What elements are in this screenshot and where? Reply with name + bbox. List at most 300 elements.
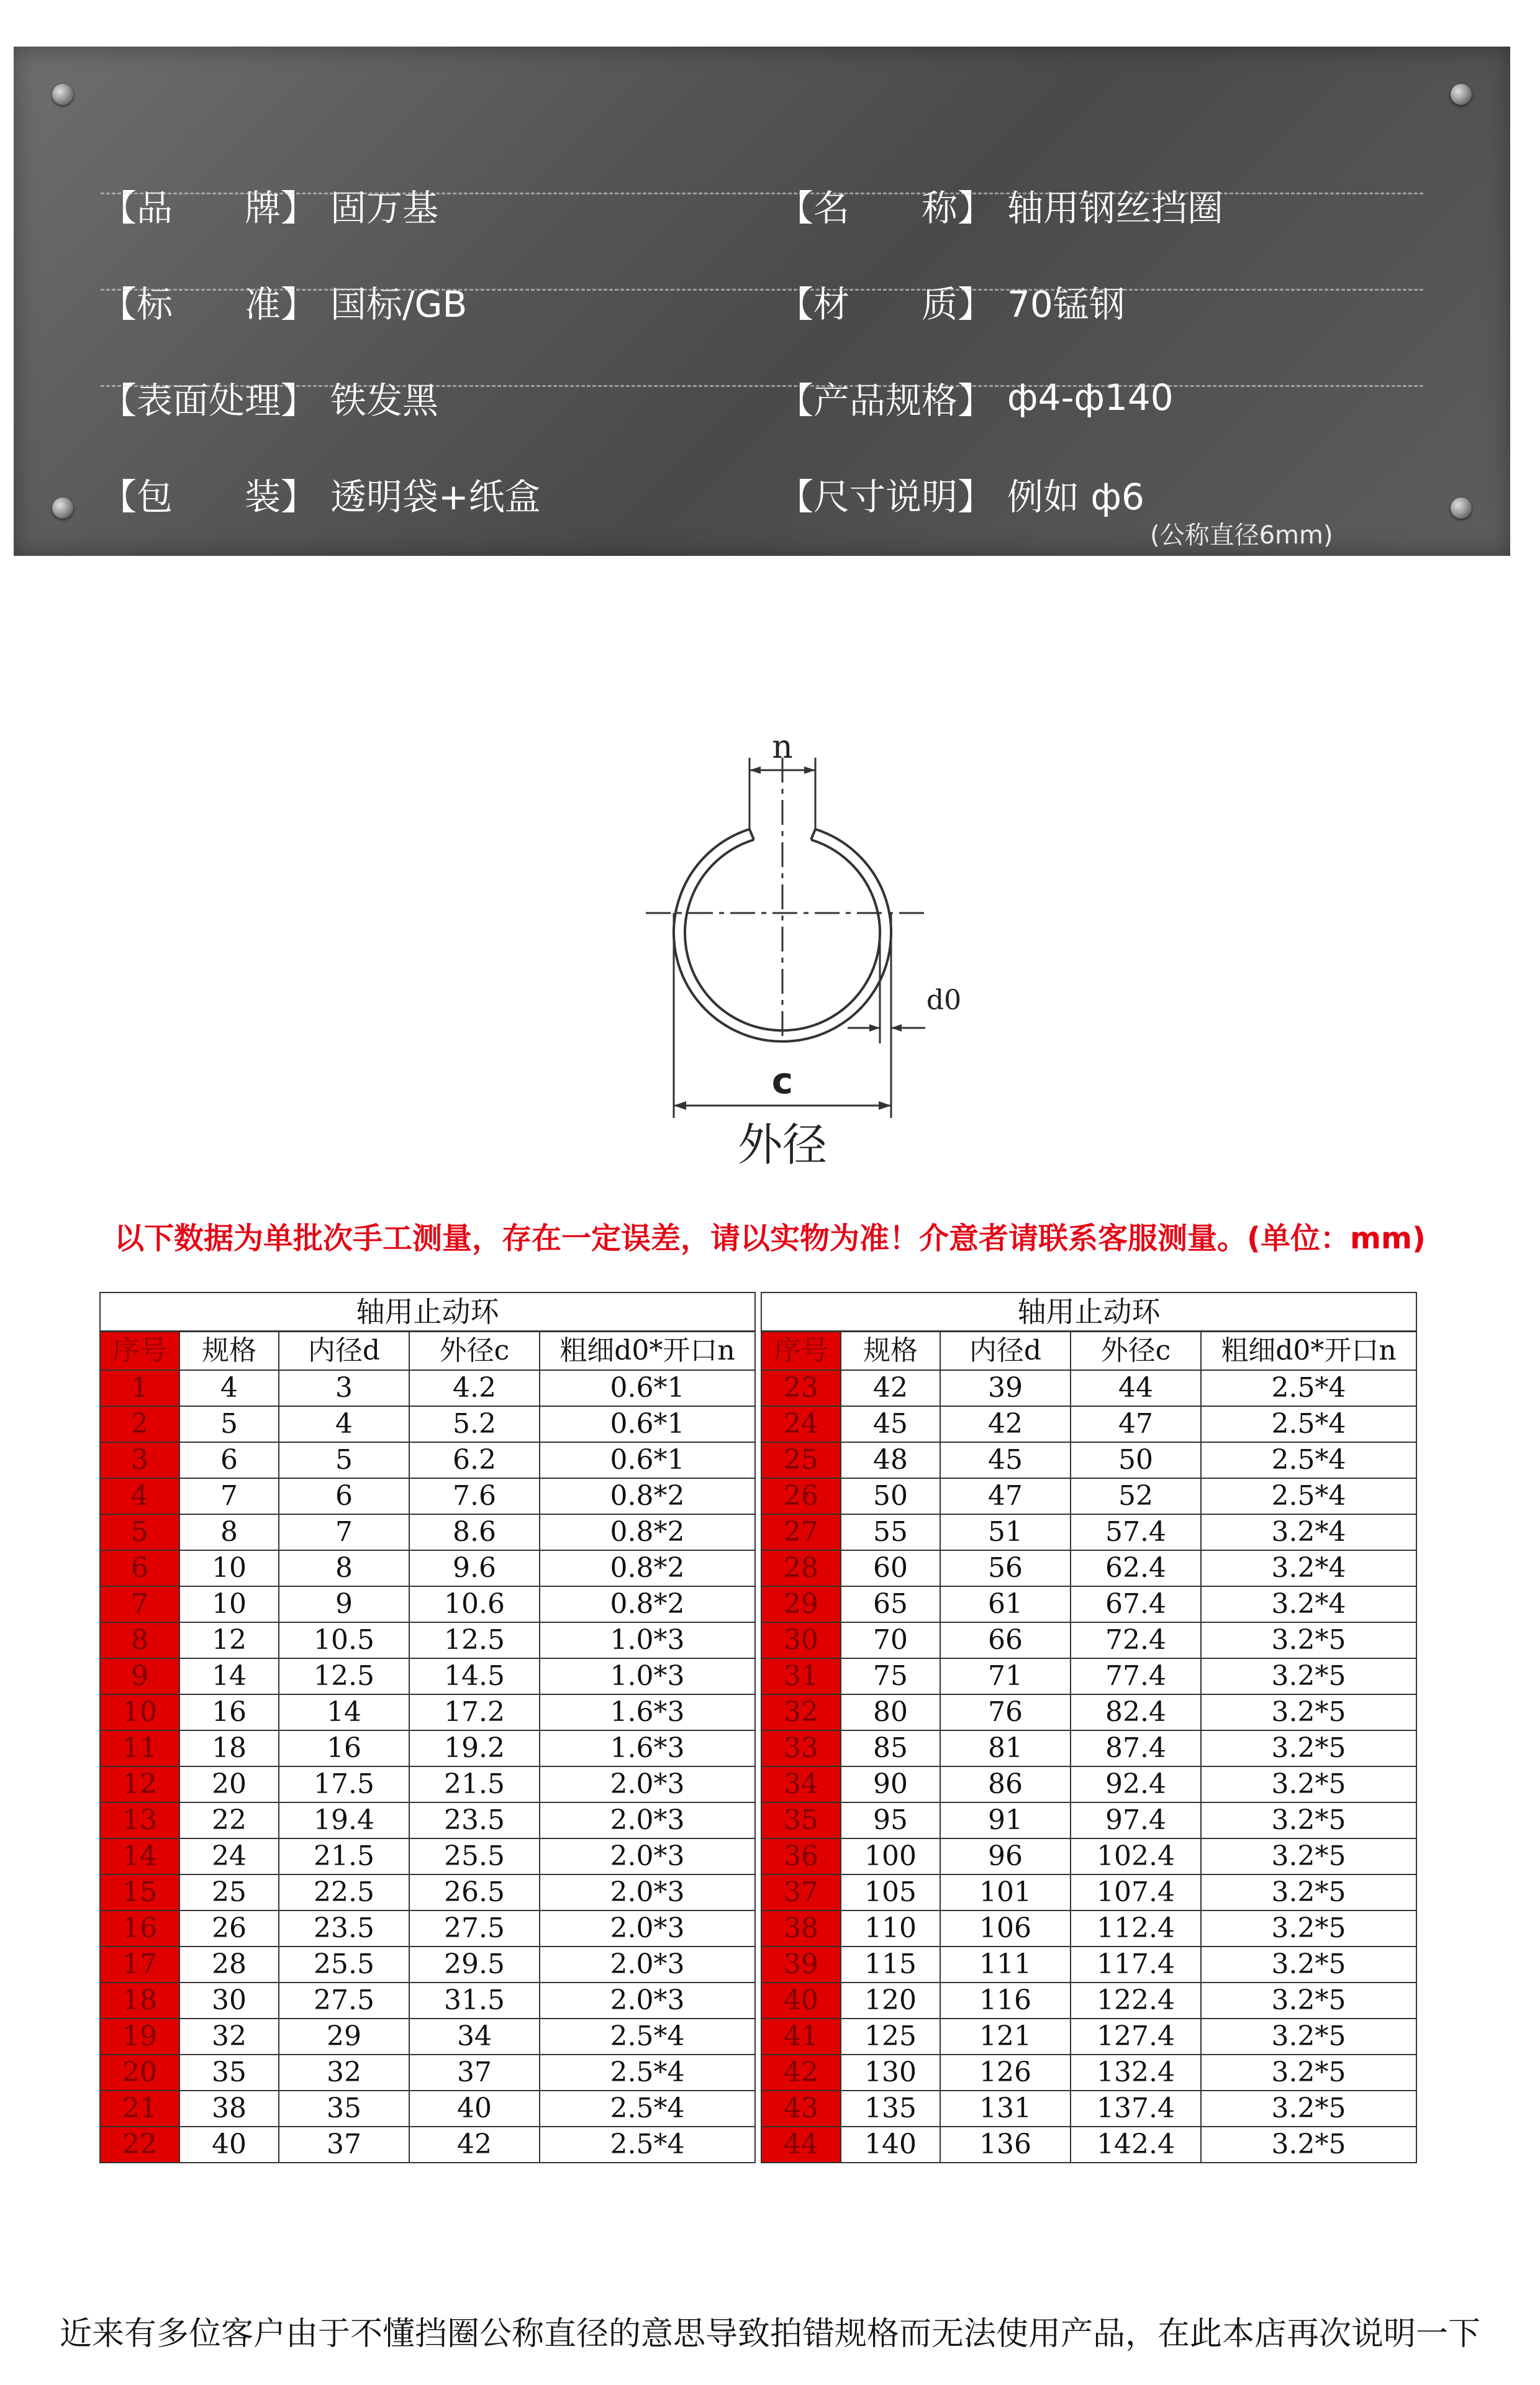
header-thickness: 粗细d0*开口n	[540, 1332, 755, 1371]
header-outer: 外径c	[409, 1332, 540, 1371]
cell-inner: 47	[940, 1478, 1071, 1514]
cell-spec: 25	[179, 1874, 279, 1910]
spec-value: ф4-ф140	[1007, 376, 1174, 419]
cell-spec: 55	[841, 1514, 940, 1550]
cell-seq: 28	[761, 1550, 841, 1586]
cell-thickness: 0.6*1	[540, 1370, 755, 1406]
cell-spec: 135	[841, 2091, 940, 2127]
cell-spec: 45	[841, 1406, 940, 1442]
cell-thickness: 3.2*5	[1201, 2127, 1416, 2163]
cell-thickness: 3.2*5	[1201, 1947, 1416, 1983]
cell-seq: 9	[100, 1658, 179, 1694]
cell-spec: 65	[841, 1586, 940, 1622]
cell-thickness: 3.2*5	[1201, 1838, 1416, 1874]
cell-thickness: 3.2*5	[1201, 1983, 1416, 2019]
info-row-3	[14, 351, 1510, 444]
cell-outer: 102.4	[1071, 1838, 1201, 1874]
info-label: 【材 质】	[777, 283, 994, 325]
cell-seq: 5	[100, 1514, 179, 1550]
cell-seq: 16	[100, 1910, 179, 1947]
cell-seq: 19	[100, 2019, 179, 2055]
cell-seq: 25	[761, 1442, 841, 1478]
cell-outer: 142.4	[1071, 2127, 1201, 2163]
cell-outer: 87.4	[1071, 1730, 1201, 1766]
cell-inner: 61	[940, 1586, 1071, 1622]
cell-spec: 20	[179, 1766, 279, 1802]
package-value: 透明袋+纸盒	[330, 476, 541, 518]
cell-thickness: 3.2*5	[1201, 1694, 1416, 1730]
cell-inner: 56	[940, 1550, 1071, 1586]
spec-table-left	[99, 1292, 756, 2163]
cell-thickness: 0.8*2	[540, 1586, 755, 1622]
cell-seq: 37	[761, 1874, 841, 1910]
cell-thickness: 3.2*5	[1201, 1730, 1416, 1766]
cell-outer: 137.4	[1071, 2091, 1201, 2127]
cell-spec: 50	[841, 1478, 940, 1514]
table-row	[761, 1910, 1416, 1947]
cell-spec: 70	[841, 1622, 940, 1658]
cell-thickness: 2.5*4	[540, 2091, 755, 2127]
cell-thickness: 2.0*3	[540, 1802, 755, 1838]
surface-value: 铁发黑	[330, 379, 439, 422]
cell-outer: 122.4	[1071, 1983, 1201, 2019]
size-note: (公称直径6mm)	[1150, 521, 1333, 550]
cell-outer: 62.4	[1071, 1550, 1201, 1586]
cell-outer: 40	[409, 2091, 540, 2127]
cell-seq: 21	[100, 2091, 179, 2127]
cell-seq: 6	[100, 1550, 179, 1586]
cell-inner: 8	[279, 1550, 409, 1586]
cell-seq: 14	[100, 1838, 179, 1874]
info-label: 【产品规格】	[777, 379, 994, 422]
cell-outer: 17.2	[409, 1694, 540, 1730]
cell-outer: 92.4	[1071, 1766, 1201, 1802]
cell-seq: 15	[100, 1874, 179, 1910]
table-row	[761, 2091, 1416, 2127]
table-row	[100, 1802, 755, 1838]
table-row	[761, 1478, 1416, 1514]
header-thickness: 粗细d0*开口n	[1201, 1332, 1416, 1371]
table-row	[100, 1874, 755, 1910]
table-header	[100, 1332, 755, 1371]
cell-inner: 37	[279, 2127, 409, 2163]
table-row	[100, 1550, 755, 1586]
cell-inner: 19.4	[279, 1802, 409, 1838]
table-row	[100, 1406, 755, 1442]
label-c: c	[771, 1060, 794, 1102]
spec-table-right	[761, 1292, 1417, 2163]
cell-spec: 90	[841, 1766, 940, 1802]
cell-inner: 23.5	[279, 1910, 409, 1947]
table-row	[100, 1910, 755, 1947]
info-label: 【尺寸说明】	[777, 476, 994, 518]
cell-inner: 4	[279, 1406, 409, 1442]
cell-inner: 16	[279, 1730, 409, 1766]
table-row	[100, 1694, 755, 1730]
table-row	[761, 1802, 1416, 1838]
cell-spec: 100	[841, 1838, 940, 1874]
cell-inner: 76	[940, 1694, 1071, 1730]
cell-thickness: 2.5*4	[540, 2127, 755, 2163]
cell-outer: 21.5	[409, 1766, 540, 1802]
table-row	[761, 1406, 1416, 1442]
cell-inner: 12.5	[279, 1658, 409, 1694]
cell-spec: 38	[179, 2091, 279, 2127]
material-value: 70锰钢	[1007, 283, 1125, 325]
cell-spec: 16	[179, 1694, 279, 1730]
divider	[101, 193, 1423, 194]
table-row	[761, 1874, 1416, 1910]
cell-seq: 35	[761, 1802, 841, 1838]
cell-thickness: 2.0*3	[540, 1766, 755, 1802]
cell-spec: 14	[179, 1658, 279, 1694]
table-row	[100, 2091, 755, 2127]
cell-thickness: 2.0*3	[540, 1838, 755, 1874]
cell-outer: 12.5	[409, 1622, 540, 1658]
cell-inner: 126	[940, 2055, 1071, 2091]
cell-seq: 2	[100, 1406, 179, 1442]
cell-spec: 42	[841, 1370, 940, 1406]
cell-seq: 12	[100, 1766, 179, 1802]
cell-inner: 71	[940, 1658, 1071, 1694]
cell-outer: 9.6	[409, 1550, 540, 1586]
table-row	[761, 1694, 1416, 1730]
cell-spec: 85	[841, 1730, 940, 1766]
cell-outer: 23.5	[409, 1802, 540, 1838]
cell-outer: 8.6	[409, 1514, 540, 1550]
cell-thickness: 2.5*4	[540, 2055, 755, 2091]
cell-outer: 77.4	[1071, 1658, 1201, 1694]
cell-seq: 1	[100, 1370, 179, 1406]
cell-outer: 132.4	[1071, 2055, 1201, 2091]
cell-thickness: 3.2*5	[1201, 1766, 1416, 1802]
cell-thickness: 3.2*5	[1201, 1874, 1416, 1910]
cell-thickness: 0.6*1	[540, 1442, 755, 1478]
cell-spec: 40	[179, 2127, 279, 2163]
cell-outer: 25.5	[409, 1838, 540, 1874]
label-d0: d0	[926, 984, 962, 1016]
table-row	[100, 2019, 755, 2055]
table-title: 轴用止动环	[100, 1292, 755, 1332]
header-outer: 外径c	[1071, 1332, 1201, 1371]
table-row	[761, 1370, 1416, 1406]
cell-inner: 35	[279, 2091, 409, 2127]
cell-thickness: 0.8*2	[540, 1514, 755, 1550]
cell-outer: 112.4	[1071, 1910, 1201, 1947]
info-label: 【名 称】	[777, 187, 994, 229]
cell-inner: 21.5	[279, 1838, 409, 1874]
cell-thickness: 0.8*2	[540, 1550, 755, 1586]
cell-seq: 41	[761, 2019, 841, 2055]
cell-spec: 4	[179, 1370, 279, 1406]
cell-inner: 22.5	[279, 1874, 409, 1910]
cell-outer: 47	[1071, 1406, 1201, 1442]
cell-spec: 35	[179, 2055, 279, 2091]
footer-explanation: 近来有多位客户由于不懂挡圈公称直径的意思导致拍错规格而无法使用产品，在此本店再次说明一下	[59, 2315, 1480, 2353]
cell-seq: 13	[100, 1802, 179, 1838]
cell-seq: 27	[761, 1514, 841, 1550]
cell-outer: 82.4	[1071, 1694, 1201, 1730]
table-row	[100, 1370, 755, 1406]
table-row	[761, 1550, 1416, 1586]
cell-spec: 130	[841, 2055, 940, 2091]
cell-outer: 31.5	[409, 1983, 540, 2019]
divider	[101, 385, 1423, 387]
cell-spec: 75	[841, 1658, 940, 1694]
table-row	[761, 2127, 1416, 2163]
table-row	[761, 2055, 1416, 2091]
cell-inner: 42	[940, 1406, 1071, 1442]
cell-outer: 26.5	[409, 1874, 540, 1910]
header-inner: 内径d	[940, 1332, 1071, 1371]
cell-seq: 43	[761, 2091, 841, 2127]
cell-seq: 4	[100, 1478, 179, 1514]
header-spec: 规格	[841, 1332, 940, 1371]
cell-thickness: 2.0*3	[540, 1947, 755, 1983]
cell-inner: 29	[279, 2019, 409, 2055]
cell-inner: 25.5	[279, 1947, 409, 1983]
cell-inner: 136	[940, 2127, 1071, 2163]
cell-outer: 50	[1071, 1442, 1201, 1478]
table-row	[100, 1442, 755, 1478]
cell-outer: 57.4	[1071, 1514, 1201, 1550]
cell-spec: 22	[179, 1802, 279, 1838]
cell-inner: 91	[940, 1802, 1071, 1838]
cell-spec: 120	[841, 1983, 940, 2019]
cell-inner: 45	[940, 1442, 1071, 1478]
info-label: 【品 牌】	[101, 187, 317, 229]
cell-thickness: 3.2*5	[1201, 1622, 1416, 1658]
table-row	[100, 1622, 755, 1658]
cell-seq: 33	[761, 1730, 841, 1766]
cell-seq: 38	[761, 1910, 841, 1947]
cell-seq: 8	[100, 1622, 179, 1658]
cell-spec: 80	[841, 1694, 940, 1730]
header-seq: 序号	[761, 1332, 841, 1371]
cell-inner: 9	[279, 1586, 409, 1622]
cell-inner: 121	[940, 2019, 1071, 2055]
cell-inner: 17.5	[279, 1766, 409, 1802]
cell-inner: 106	[940, 1910, 1071, 1947]
cell-thickness: 0.6*1	[540, 1406, 755, 1442]
cell-thickness: 3.2*5	[1201, 2055, 1416, 2091]
cell-seq: 30	[761, 1622, 841, 1658]
cell-outer: 107.4	[1071, 1874, 1201, 1910]
cell-seq: 40	[761, 1983, 841, 2019]
cell-thickness: 3.2*5	[1201, 1658, 1416, 1694]
measurement-notice: 以下数据为单批次手工测量，存在一定误差，请以实物为准！介意者请联系客服测量。(单位：mm)	[114, 1221, 1426, 1256]
name-value: 轴用钢丝挡圈	[1007, 187, 1224, 229]
table-row	[761, 1766, 1416, 1802]
cell-seq: 11	[100, 1730, 179, 1766]
cell-thickness: 2.5*4	[1201, 1478, 1416, 1514]
cell-seq: 18	[100, 1983, 179, 2019]
cell-spec: 18	[179, 1730, 279, 1766]
cell-spec: 24	[179, 1838, 279, 1874]
cell-seq: 34	[761, 1766, 841, 1802]
cell-thickness: 2.5*4	[1201, 1442, 1416, 1478]
cell-spec: 10	[179, 1586, 279, 1622]
cell-thickness: 1.0*3	[540, 1658, 755, 1694]
table-row	[100, 1478, 755, 1514]
cell-inner: 10.5	[279, 1622, 409, 1658]
cell-inner: 111	[940, 1947, 1071, 1983]
ring-diagram	[633, 714, 962, 1186]
size-value: 例如 ф6	[1007, 476, 1144, 518]
table-row	[761, 1442, 1416, 1478]
cell-spec: 8	[179, 1514, 279, 1550]
cell-outer: 27.5	[409, 1910, 540, 1947]
cell-seq: 22	[100, 2127, 179, 2163]
cell-seq: 36	[761, 1838, 841, 1874]
info-label: 【标 准】	[101, 283, 317, 325]
cell-thickness: 2.5*4	[1201, 1406, 1416, 1442]
cell-inner: 7	[279, 1514, 409, 1550]
cell-outer: 52	[1071, 1478, 1201, 1514]
cell-outer: 14.5	[409, 1658, 540, 1694]
cell-inner: 101	[940, 1874, 1071, 1910]
table-row	[100, 1983, 755, 2019]
cell-outer: 72.4	[1071, 1622, 1201, 1658]
cell-outer: 34	[409, 2019, 540, 2055]
cell-spec: 115	[841, 1947, 940, 1983]
cell-inner: 116	[940, 1983, 1071, 2019]
cell-outer: 97.4	[1071, 1802, 1201, 1838]
cell-thickness: 2.5*4	[1201, 1370, 1416, 1406]
cell-seq: 17	[100, 1947, 179, 1983]
cell-seq: 31	[761, 1658, 841, 1694]
cell-outer: 6.2	[409, 1442, 540, 1478]
cell-seq: 23	[761, 1370, 841, 1406]
cell-inner: 27.5	[279, 1983, 409, 2019]
info-label: 【包 装】	[101, 476, 317, 518]
cell-thickness: 3.2*4	[1201, 1514, 1416, 1550]
screw-icon	[52, 84, 73, 105]
table-row	[761, 1983, 1416, 2019]
cell-thickness: 2.0*3	[540, 1910, 755, 1947]
cell-inner: 32	[279, 2055, 409, 2091]
header-seq: 序号	[100, 1332, 179, 1371]
table-row	[761, 1514, 1416, 1550]
cell-thickness: 2.0*3	[540, 1983, 755, 2019]
cell-inner: 39	[940, 1370, 1071, 1406]
screw-icon	[1451, 84, 1472, 105]
label-outer-diameter: 外径	[737, 1119, 828, 1171]
cell-spec: 28	[179, 1947, 279, 1983]
cell-thickness: 3.2*5	[1201, 1802, 1416, 1838]
cell-seq: 32	[761, 1694, 841, 1730]
cell-thickness: 3.2*4	[1201, 1550, 1416, 1586]
info-label: 【表面处理】	[101, 379, 317, 422]
table-row	[100, 1947, 755, 1983]
cell-outer: 29.5	[409, 1947, 540, 1983]
cell-inner: 3	[279, 1370, 409, 1406]
cell-seq: 3	[100, 1442, 179, 1478]
cell-thickness: 3.2*5	[1201, 2091, 1416, 2127]
table-row	[761, 1658, 1416, 1694]
cell-seq: 7	[100, 1586, 179, 1622]
cell-thickness: 1.6*3	[540, 1730, 755, 1766]
table-row	[761, 1586, 1416, 1622]
cell-thickness: 3.2*5	[1201, 1910, 1416, 1947]
cell-inner: 86	[940, 1766, 1071, 1802]
cell-thickness: 2.0*3	[540, 1874, 755, 1910]
divider	[101, 289, 1423, 291]
table-row	[100, 2127, 755, 2163]
table-row	[100, 1586, 755, 1622]
table-row	[100, 2055, 755, 2091]
cell-outer: 44	[1071, 1370, 1201, 1406]
cell-thickness: 1.6*3	[540, 1694, 755, 1730]
cell-thickness: 0.8*2	[540, 1478, 755, 1514]
cell-outer: 42	[409, 2127, 540, 2163]
header-spec: 规格	[179, 1332, 279, 1371]
cell-thickness: 1.0*3	[540, 1622, 755, 1658]
header-inner: 内径d	[279, 1332, 409, 1371]
info-row-2	[14, 255, 1510, 348]
cell-inner: 131	[940, 2091, 1071, 2127]
cell-spec: 30	[179, 1983, 279, 2019]
cell-spec: 26	[179, 1910, 279, 1947]
cell-spec: 48	[841, 1442, 940, 1478]
cell-inner: 5	[279, 1442, 409, 1478]
cell-spec: 6	[179, 1442, 279, 1478]
cell-spec: 95	[841, 1802, 940, 1838]
cell-inner: 51	[940, 1514, 1071, 1550]
table-header	[761, 1332, 1416, 1371]
cell-inner: 96	[940, 1838, 1071, 1874]
cell-spec: 60	[841, 1550, 940, 1586]
cell-thickness: 3.2*5	[1201, 2019, 1416, 2055]
cell-seq: 20	[100, 2055, 179, 2091]
table-row	[100, 1766, 755, 1802]
table-row	[761, 1730, 1416, 1766]
cell-seq: 26	[761, 1478, 841, 1514]
table-row	[100, 1730, 755, 1766]
cell-seq: 44	[761, 2127, 841, 2163]
cell-outer: 4.2	[409, 1370, 540, 1406]
cell-spec: 105	[841, 1874, 940, 1910]
cell-outer: 67.4	[1071, 1586, 1201, 1622]
cell-spec: 32	[179, 2019, 279, 2055]
info-row-1	[14, 158, 1510, 252]
cell-spec: 5	[179, 1406, 279, 1442]
cell-outer: 37	[409, 2055, 540, 2091]
table-row	[761, 2019, 1416, 2055]
cell-spec: 125	[841, 2019, 940, 2055]
label-n: n	[772, 729, 793, 766]
table-row	[761, 1838, 1416, 1874]
table-title: 轴用止动环	[761, 1292, 1416, 1332]
cell-spec: 140	[841, 2127, 940, 2163]
standard-value: 国标/GB	[330, 283, 468, 325]
cell-inner: 14	[279, 1694, 409, 1730]
cell-seq: 39	[761, 1947, 841, 1983]
cell-inner: 6	[279, 1478, 409, 1514]
cell-outer: 127.4	[1071, 2019, 1201, 2055]
table-row	[761, 1622, 1416, 1658]
cell-outer: 19.2	[409, 1730, 540, 1766]
table-row	[100, 1838, 755, 1874]
cell-seq: 29	[761, 1586, 841, 1622]
spec-table	[99, 1292, 1416, 2174]
cell-outer: 10.6	[409, 1586, 540, 1622]
cell-outer: 7.6	[409, 1478, 540, 1514]
brand-value: 固万基	[330, 187, 439, 229]
cell-inner: 81	[940, 1730, 1071, 1766]
cell-spec: 12	[179, 1622, 279, 1658]
product-info-panel	[14, 47, 1510, 556]
